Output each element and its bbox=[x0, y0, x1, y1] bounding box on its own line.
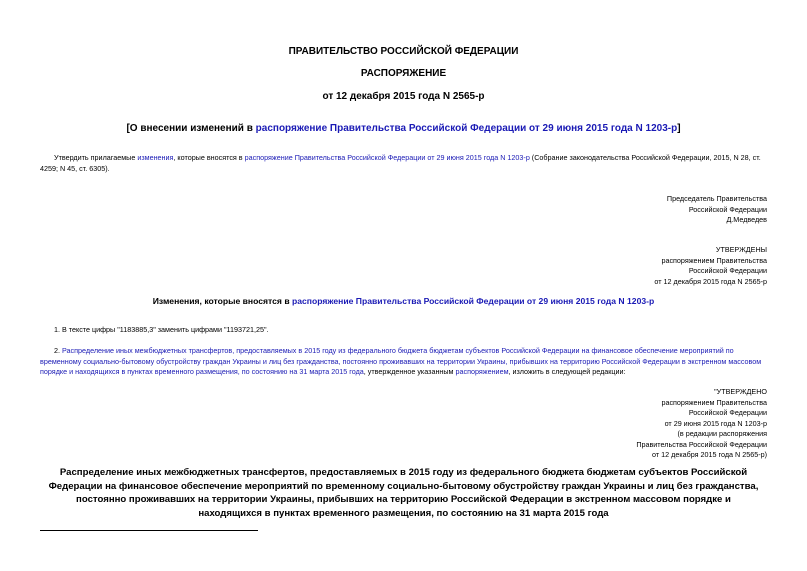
approved2-block bbox=[636, 387, 767, 461]
intro-link-order[interactable]: распоряжение Правительства Российской Федерации от 29 июня 2015 года N 1203-р bbox=[244, 153, 530, 162]
approved2-line-2: распоряжением Правительства bbox=[661, 397, 767, 407]
approved-line-1: УТВЕРЖДЕНЫ bbox=[715, 245, 767, 254]
approved-line-4: от 12 декабря 2015 года N 2565-р bbox=[654, 276, 767, 286]
subject-open: [О внесении изменений в bbox=[126, 123, 256, 134]
intro-link-changes[interactable]: изменения bbox=[137, 153, 174, 162]
document-subject bbox=[0, 123, 807, 134]
approved2-line-6: Правительства Российской Федерации bbox=[636, 439, 767, 449]
document-date-number: от 12 декабря 2015 года N 2565-р bbox=[322, 91, 485, 102]
intro-text-1: Утвердить прилагаемые bbox=[54, 153, 138, 162]
item-1: 1. В тексте цифры "1183885,3" заменить цифрами "1193721,25". bbox=[54, 325, 269, 334]
signature-name: Д.Медведев bbox=[726, 215, 767, 224]
item-2-link-distribution[interactable]: Распределение иных межбюджетных трансфертов, предоставляемых в 2015 году из федерального бюджета бюджетам субъектов Российской Федерации на финансовое обеспечение мероприятий по временному социально-бытовому обустройству граждан Украины и лиц без гражданства, постоянно проживавших на территории Украины, прибывших на территорию Российской Федерации в экстренном массовом порядке и находящихся в пунктах временного размещения, по состоянию на 31 марта 2015 года bbox=[40, 346, 762, 376]
item-2-text-3: , изложить в следующей редакции: bbox=[508, 367, 626, 376]
item-2 bbox=[40, 346, 767, 378]
item-2-text-2: , утвержденное указанным bbox=[363, 367, 456, 376]
intro-paragraph bbox=[40, 153, 767, 174]
approved2-line-5: (в редакции распоряжения bbox=[677, 429, 767, 438]
item-2-link-order[interactable]: распоряжением bbox=[455, 367, 509, 376]
subject-link[interactable]: распоряжение Правительства Российской Федерации от 29 июня 2015 года N 1203-р bbox=[255, 123, 678, 134]
footnote-divider bbox=[40, 530, 258, 531]
intro-text-2: , которые вносятся в bbox=[173, 153, 245, 162]
distribution-title: Распределение иных межбюджетных трансфертов, предоставляемых в 2015 году из федерального бюджета бюджетам субъектов Российской Федерации на финансовое обеспечение мероприятий по временному социально-бытовому обустройству граждан Украины и лиц без гражданства, постоянно проживавших на территории Украины, прибывших на территорию Российской Федерации в экстренном массовом порядке и находящихся в пунктах временного размещения, по состоянию на 31 марта 2015 года bbox=[48, 467, 759, 519]
government-heading: ПРАВИТЕЛЬСТВО РОССИЙСКОЙ ФЕДЕРАЦИИ bbox=[288, 46, 519, 57]
intro-text-3: (Собрание законодательства Российской Федерации, 2015, N 28, ст. 4259; N 45, ст. 6305). bbox=[40, 153, 761, 173]
approved2-line-7: от 12 декабря 2015 года N 2565-р) bbox=[652, 450, 767, 459]
changes-title-link[interactable]: распоряжение Правительства Российской Федерации от 29 июня 2015 года N 1203-р bbox=[292, 296, 655, 306]
signature-country: Российской Федерации bbox=[688, 204, 767, 214]
approved-block bbox=[654, 245, 767, 287]
item-2-number: 2. bbox=[54, 346, 62, 355]
approved-line-2: распоряжением Правительства bbox=[661, 255, 767, 265]
subject-close: ] bbox=[677, 123, 681, 134]
signature-block bbox=[667, 194, 767, 226]
approved2-line-3: Российской Федерации bbox=[688, 408, 767, 417]
changes-title-text: Изменения, которые вносятся в bbox=[152, 296, 292, 306]
approved2-line-1: "УТВЕРЖДЕНО bbox=[714, 387, 767, 396]
approved-line-3: Российской Федерации bbox=[688, 266, 767, 275]
document-type: РАСПОРЯЖЕНИЕ bbox=[360, 68, 447, 79]
changes-title bbox=[0, 296, 807, 306]
approved2-line-4: от 29 июня 2015 года N 1203-р bbox=[664, 418, 767, 428]
signature-position: Председатель Правительства bbox=[666, 194, 767, 203]
